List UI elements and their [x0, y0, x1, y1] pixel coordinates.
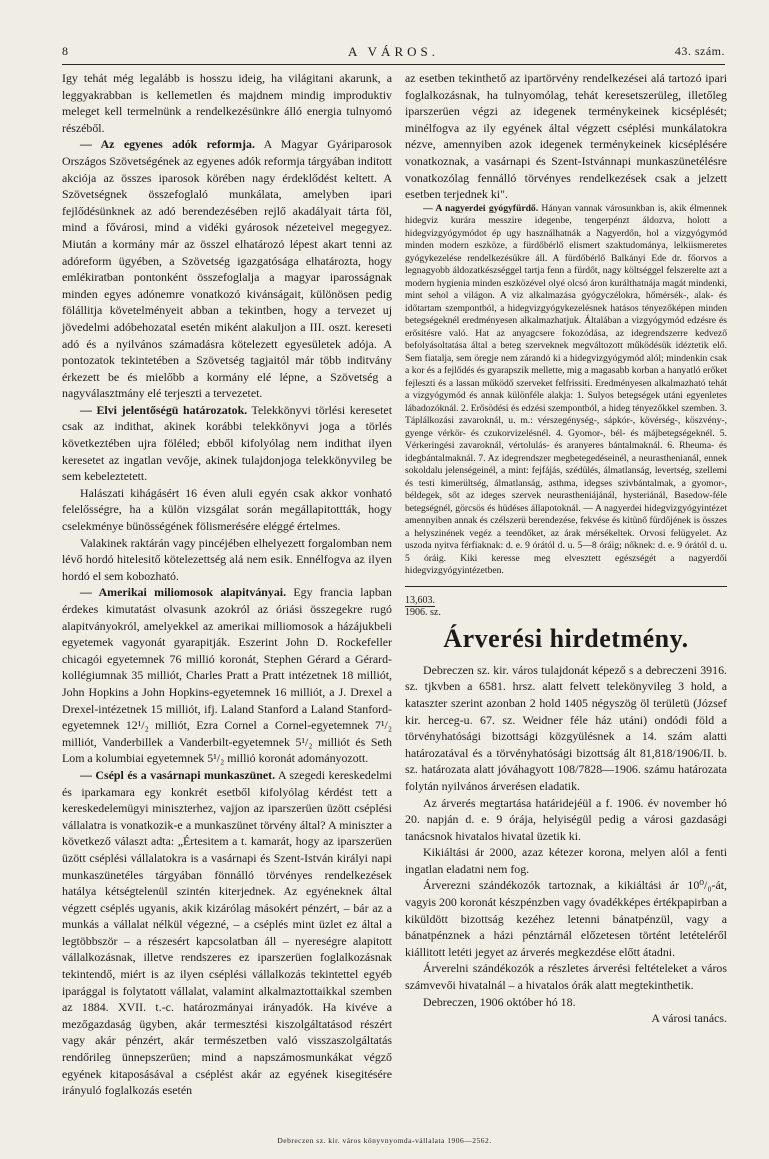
newspaper-title: A VÁROS.: [347, 44, 439, 59]
left-column: [62, 70, 392, 1099]
paragraph: Valakinek raktárán vagy pincéjében elhelyezett forgalomban nem lévő hordó hitelesitő kötelezettség alá nem esik. Ennélfogva az ilyen hordó el sem kobozható.: [62, 535, 392, 583]
article-cseples: [62, 767, 392, 1099]
paragraph: Igy tehát még legalább is hosszu ideig, ha világitani akarunk, a leggyakrabban is kellemetlen és majdnem mindig improduktiv meleget kell termelnünk a rendelkezésünkre álló energia tulnyomó részéből.: [62, 71, 392, 135]
page-number: 8: [62, 44, 69, 58]
article-heading: — A nagyerdei gyógyfürdő.: [423, 202, 539, 214]
article-elvi: [62, 402, 392, 485]
doc-year: 1906.: [405, 606, 428, 618]
printer-footer: Debreczen sz. kir. város könyvnyomda-vállalata 1906—2562.: [277, 1136, 492, 1145]
header-rule: [62, 64, 725, 65]
article-heading: — Amerikai miliomosok alapitványai.: [80, 585, 287, 600]
auction-place-date: Debreczen, 1906 október hó 18.: [423, 994, 576, 1009]
article-body: Egy francia lapban érdekes kimutatást olvasunk azokról az óriási összegekre rugó alapitványokról, amelyekkel az amerikai milliomosok a házájukbeli egyetemek vagyonát gyarapitják. Eszerint John D. Rockefeller chicagói egyetemnek 76 millió koronát, Stephen Gérard a Gérard-kollégiumnak 35 milliót, Charles Pratt a Pratt intézetnek 18 milliót, John Hopkins a John Hopkins-egyetemnek 16 milliót, a J. Drexel a Drexel-intézetnek 15 milliót, ifj. Laland Stanford a Laland Stanford-egyetemnek 12¹/₂ milliót, Ezra Cornel a Cornel-egyetemnek 7¹/₂ milliót, Vanderbillek a Vanderbilt-egyetemnek 5¹/₂ milliót és Seth Lom a kolumbiai egyetemnek 5¹/₂ millió koronát adományozott.: [62, 585, 392, 766]
article-body: Telekkönyvi törlési keresetet csak az indithat, akinek korábbi telekkönyvi joga a törlés következtében ujra föléled; ebből kifolyólag nem indithat ilyen keresetet az ingatlan vevője, akinek tulajdonjoga telekkönyvileg be sem kebeleztetett.: [62, 402, 392, 484]
paragraph: az esetben tekinthető az ipartörvény rendelkezései alá tartozó ipari foglalkozásnak, ha tulnyomólag, tehát keresetszerüleg, illetőleg iparszerüen végzi az idegenek terménykeinek kicséplését; minélfogva az ily egyének által végzett cséplési munkálatokra nézve, amennyiben azok idegenek terménykeinek kicséplésére vonatkoznak, a vasárnapi és Szent-Istvánnapi munkaszünetélésre vonatkozólag fennálló törvényes rendelkezések csak a jelzett esetben terjednek ki".: [405, 71, 727, 202]
document-number: [405, 595, 465, 618]
doc-year-row: [405, 607, 465, 618]
auction-paragraph: Debreczen sz. kir. város tulajdonát képező s a debreczeni 3916. sz. tjkvben a 6581. hrsz. alatt felvett telekönyvileg 3 hold, a kataszter szerint azonban 2 hold 1405 négyszög öl területü (József kir. herceg-u. 67. sz. Weidner féle ház utáni) ondódi föld a törvényhatósági bizottsági közgyülésnek a 14. szám alatti határozatával és a törvényhatósági bizottság ált 81,818/1906/II. b. sz. határozata alatt jóváhagyott 108/7828—1906. számu határozata folytán nyilvános árverésen eladatik.: [405, 662, 727, 793]
right-column: [405, 70, 727, 1027]
article-amerikai: [62, 584, 392, 767]
auction-title: Árverési hirdetmény.: [443, 623, 689, 653]
page-header: [62, 44, 725, 62]
auction-paragraph: Kikiáltási ár 2000, azaz kétezer korona, melyen alól a fenti ingatlan eladatni nem fog.: [405, 845, 727, 876]
auction-paragraph: Árverezni szándékozók tartoznak, a kikiáltási ár 10⁰/₀-át, vagyis 200 koronát készpénzben vagy óvadékképes értékpapirban a kiküldött bizottság kezéhez letenni bánatpénzül, vagy a bánatpénznek a házi pénztárnál előzetesen történt letételéről kiállitott letéti jegyet az árverés megkezdése előtt átadni.: [405, 878, 727, 959]
article-heading: — Az egyenes adók reformja.: [80, 137, 255, 152]
issue-number: 43. szám.: [674, 44, 725, 58]
auction-signature: A városi tanács.: [651, 1011, 727, 1026]
article-adoreform: [62, 136, 392, 402]
article-heading: — Csépl és a vasárnapi munkaszünet.: [80, 767, 276, 782]
section-divider: [405, 586, 727, 587]
signature-row: [405, 1010, 727, 1027]
doc-number: 13,603.: [405, 594, 435, 606]
auction-paragraph: Árverelni szándékozók a részletes árverési feltételeket a város számvevői hivatalnál – a hivatalos órák alatt megtekinthetik.: [405, 961, 727, 993]
doc-sz: sz.: [430, 606, 441, 618]
article-body: Hányan vannak városunkban is, akik élmennek hidegviz kurára messzire idegenbe, tengerpénzt áldozva, holott a hidegvizgyógymódot ép ugy használhatnák a Nagyerdőn, hol a vizgyógymód minden modern eszköze, a fürdőbérlő elismert szaktudománya, lelkiismeretes gyógykezelése rendelkezésükre áll. A fürdőbérlő Balkányi Ede dr. főorvos a legnagyobb áldozatkészséggel tartja fenn a fürdőt, nagy költséggel felszerelte azt a modern hygienia minden eszközével olyé olcsó áron kurálthatnája magát mindenki, mint sehol a világon. A viz alkalmazása gyógyczélokra, hőmérsék-, alak- és időtartam szempontból, a hidegvizgyógykezelésnek hatásos tényezőképen minden betegségeknél eredményesen alkalmazhatjuk. Általában a vizgyógymód edzésre és erősitésre való. Hat az anyagcsere fokozódása, az idegrendszerre kedvező befolyásoltatása által a beteg szerveknek megváltozott működésük idéztetik elő. Sem fiatalja, sem öregje nem zárandó ki a hidegvizgyógymód alól; mindenkin csak a kor és a fejlődés és gyarapszik mellette, mig a magasabb korban a hanyatló erőket fejleszti és a lassan működő szerveket felfrissiti. Eredményesen alkalmazható tehát a vizgyógymód és annak különféle alakja: 1. Sulyos betegségek utáni egyenletes lábadozóknál. 2. Erősödési és edzési szempontból, a hideg tényezőkkel szemben. 3. Táplálkozási zavaroknál, u. m.: vérszegénység-, sápkór-, kövérség-, köszvény-, gyenge vérkör- és czukorvizelésnél. 4. Gyomor-, bél- és májbetegségeknél. 5. Vérkeringési zavaroknál, vértolulás- és aranyeres bántalmaknál. 6. Rheuma- és idegbántalmaknál. 7. Az idegrendszer megbetegedéseinél, a neurasthenianál, ennek sokoldalu jelenségeinél, a mint: fejfájás, szédülés, álmatlanság, levertség, szellemi és testi kimerültség, álmatlanság, asthma, idegses szivbántalmak, a gyomor-, béldegek, sőt az ideges szervek neurastheniájánál, hysteriánál, Basedow-féle betegségnél, görcsös és hüdéses állapotoknál. — A nagyerdei hidegvizgyógyintézet amennyiben annak és czélszerü berendezése, fekvése és kitünő fürdőjének is összes a helyszinének vegéz a teendőket, az árak mérsékeltek. Orvosi felügyelet. Az uszoda nyitva férfiaknak: d. e. 9 órától d. u. 5—8 óráig; nőknek: d. e. 9 órától d. u. 5 óráig. Kiki keresse meg elvesztett egészségét a nagyerdői hidegvizgyógyintézetben.: [405, 202, 727, 577]
auction-paragraph: Az árverés megtartása határidejéül a f. 1906. év november hó 20. napján d. e. 9 órája, helyiségül pedig a városi gazdasági tanácsnok hivatalos hivatal üzetik ki.: [405, 795, 727, 843]
paragraph: Halászati kihágásért 16 éven aluli egyén csak akkor vonható felelősségre, ha a külön vizsgálat során megállapitottták, hogy cselekménye bünösségének fölismerésére eléggé értelmes.: [62, 485, 392, 534]
article-body: A Magyar Gyáriparosok Országos Szövetségének az egyenes adók reformja tárgyában inditott akciója az összes iparosok körében nagy érdeklődést keltett. A Szövetségnek összefoglaló munkálata, amelyben ipari fejlődésünknek az adó berendezésében rejlő akadályait tárta föl, mind a fővárosi, mind a vidéki gyárosok nézeteivel megegyez. Miután a kormány már az összel elhatározó lépest akart tenni az adóreform ügyében, a Szövetség igazgatósága elhatározta, hogy emlékiratban pontonként összefoglalja a magyar iparosságnak minden egyes adónemre vonatkozó kivánságait, különösen pedig fölállitja követelményeit abban a tekintben, hogy a tervezet uj jövedelmi adóbehozatal esetén miként alakuljon a III. oszt. kereseti adó és a nyilvános számadásra kötelezett egyesületek adója. A pontozatok tekintetében a Szövetség tagjaitól már több inditvány érkezett be és mielőbb a kormány elé lépne, a Szövetség a nagyválasztmány elé terjeszti a tervezetet.: [62, 137, 392, 401]
article-gyogyfurdo: [405, 203, 727, 578]
article-heading: — Elvi jelentőségü határozatok.: [80, 402, 248, 417]
article-body: A szegedi kereskedelmi és iparkamara egy konkrét esetből kifolyólag kérdést tett a kereskedelemügyi miniszterhez, vajjon az iparszerüen üzött cséplési vállalatra is vonatkozik-e a munkaszünet törvény által? A miniszter a következő választ adta: „Értesitem a t. kamarát, hogy az iparszerüen üzött cséplési vállalatokra is a vasárnapi és Szent-István királyi napi munkaszünetéles tárgyában fönnálló törvényes rendelkezések hatálya kétségtelenül szintén kiterjednek. Az egyéneknek által végzett cséplés ugyanis, akik kizárólag másokért pénzért, – bár az a munkás a vállalat nélkül végezné, – a cséplés mint üzlet ez által a legtöbbször – a részesért kapcsolatban áll – nyereségre alapitott vállalkozásnak, illetve rendszeres ez iparszerüen foglalkozásnak tekintendő, miért is az ilyen cséplési vállalkozás tekintettel egyéb iparággal is folytatott vállalat, valamint alkalmaztottaikkal szemben az 1884. XVII. t.-c. határozmányai irányadók. Ha kivéve a mezőgazdaság ügyben, akár termesztési kiszolgáltatásod részért vagy akár pénzért, akár természetben való visszaszolgáltatás rendőrileg ünnepszerüen; mind a napszámosmunkákat végző egyének kitaposásával a cséplést akár az egyének kisegitésére irányuló foglalkozás esetén: [62, 767, 392, 1098]
